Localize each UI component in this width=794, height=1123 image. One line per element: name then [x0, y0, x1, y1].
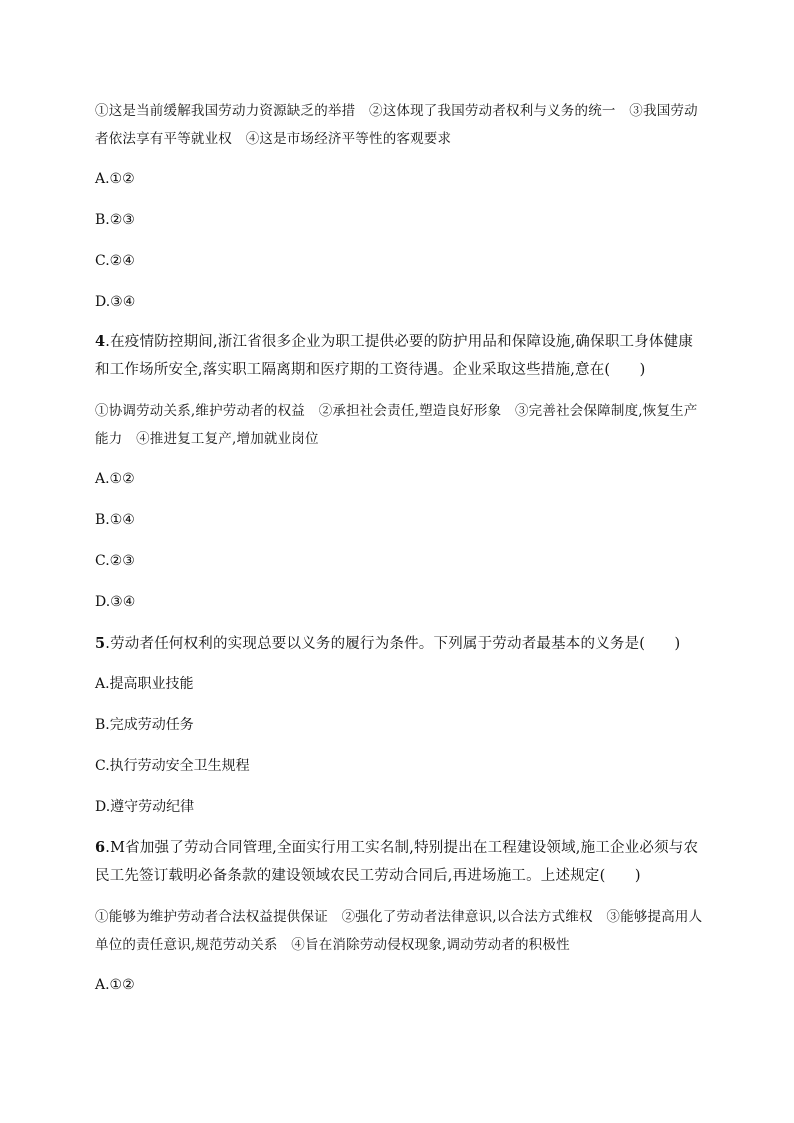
q3-option-a: A.①② — [95, 171, 135, 187]
q4-option-b: B.①④ — [95, 512, 135, 528]
q5-option-d: D.遵守劳动纪律 — [95, 799, 195, 815]
q6-option-a: A.①② — [95, 977, 135, 993]
q6-statements: ①能够为维护劳动者合法权益提供保证 ②强化了劳动者法律意识,以合法方式维权 ③能够提高用人单位的责任意识,规范劳动关系 ④旨在消除劳动侵权现象,调动劳动者的积极性 — [95, 909, 703, 953]
q5-number: 5 — [95, 635, 106, 652]
q5-option-a: A.提高职业技能 — [95, 676, 194, 692]
q4-stem — [95, 328, 705, 384]
q6-stem-text: .M省加强了劳动合同管理,全面实行用工实名制,特别提出在工程建设领域,施工企业必须与农民工先签订载明必备条款的建设领域农民工劳动合同后,再进场施工。上述规定( ) — [95, 840, 699, 884]
q3-option-c: C.②④ — [95, 253, 135, 269]
q4-option-a: A.①② — [95, 471, 135, 487]
q3-option-b: B.②③ — [95, 212, 135, 228]
q4-option-c: C.②③ — [95, 553, 135, 569]
q3-statements: ①这是当前缓解我国劳动力资源缺乏的举措 ②这体现了我国劳动者权利与义务的统一 ③我国劳动者依法享有平等就业权 ④这是市场经济平等性的客观要求 — [95, 103, 698, 147]
q6-number: 6 — [95, 839, 106, 856]
q4-option-d: D.③④ — [95, 594, 136, 610]
q4-statements: ①协调劳动关系,维护劳动者的权益 ②承担社会责任,塑造良好形象 ③完善社会保障制度,恢复生产能力 ④推进复工复产,增加就业岗位 — [95, 403, 698, 447]
q4-number: 4 — [95, 333, 106, 350]
q5-stem — [95, 630, 705, 658]
q6-stem — [95, 834, 705, 890]
q5-option-c: C.执行劳动安全卫生规程 — [95, 758, 250, 774]
q5-option-b: B.完成劳动任务 — [95, 717, 194, 733]
q3-option-d: D.③④ — [95, 294, 136, 310]
q4-stem-text: .在疫情防控期间,浙江省很多企业为职工提供必要的防护用品和保障设施,确保职工身体健康和工作场所安全,落实职工隔离期和医疗期的工资待遇。企业采取这些措施,意在( ) — [95, 334, 694, 378]
q5-stem-text: .劳动者任何权利的实现总要以义务的履行为条件。下列属于劳动者最基本的义务是( ) — [105, 636, 681, 652]
